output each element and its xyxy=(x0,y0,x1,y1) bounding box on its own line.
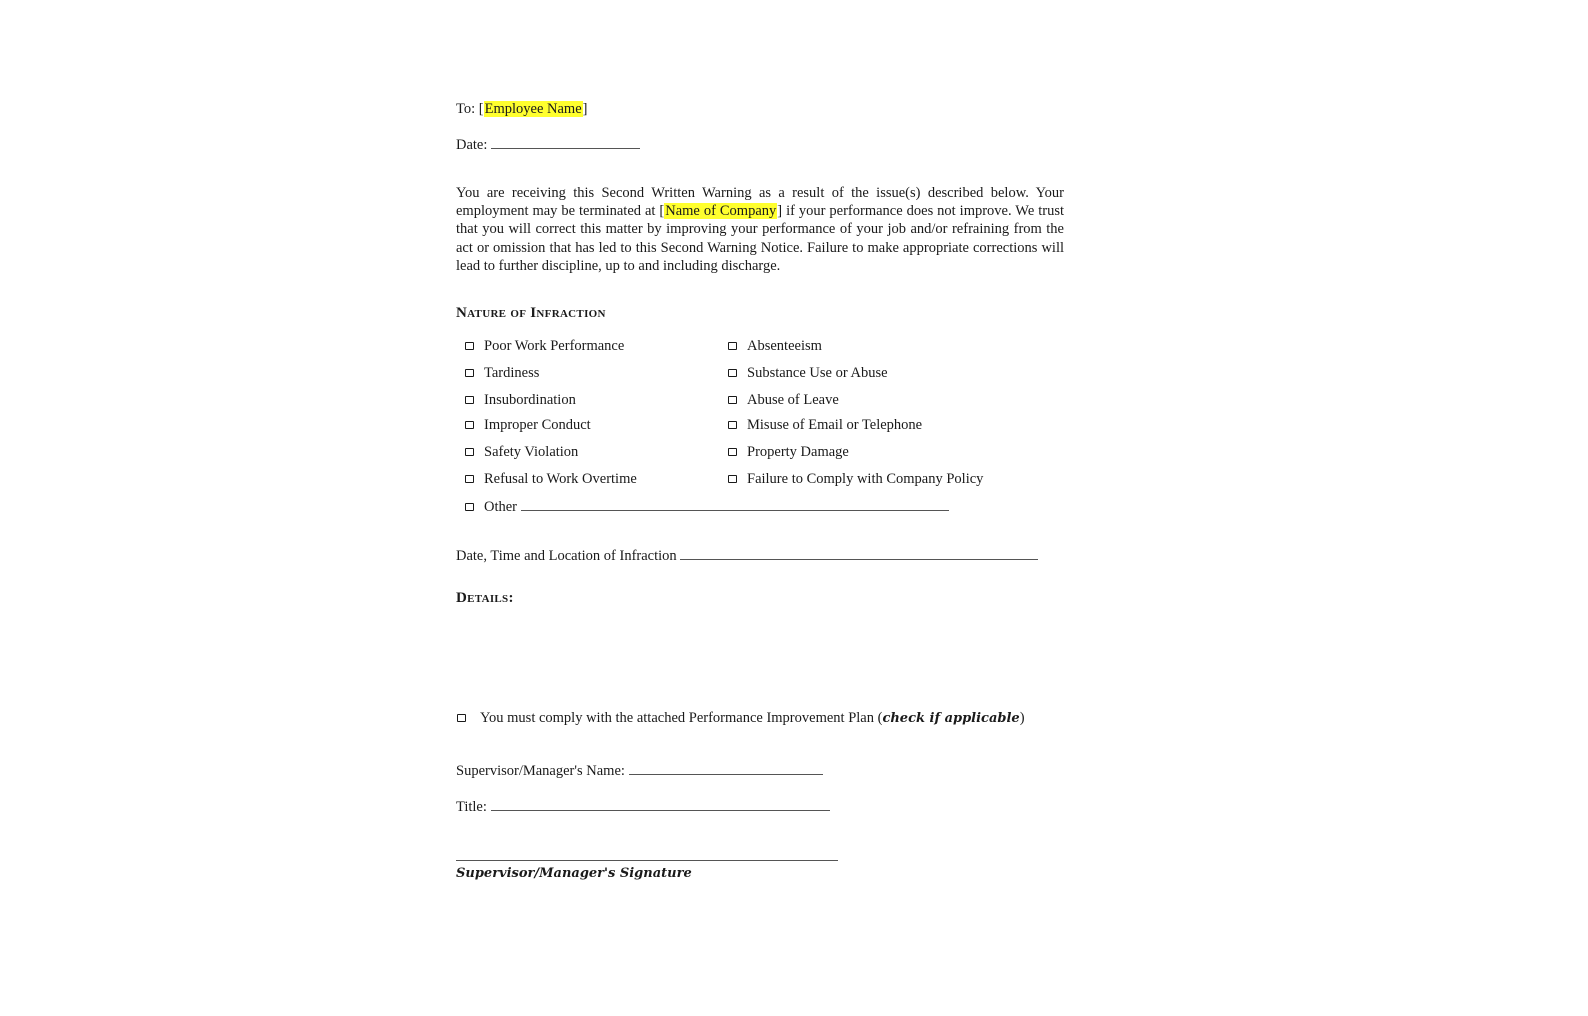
checkbox-icon[interactable] xyxy=(465,421,474,429)
signature-label: Supervisor/Manager's Signature xyxy=(456,866,692,881)
infraction-poor-work-performance[interactable]: Poor Work Performance xyxy=(465,338,624,355)
intro-part2: if your performance does not improve. We trust that you will correct this matter by improving your performance of your job and/or refraining from the act or omission that has led to this Second Warning Notice. Failure to make appropriate corrections will lead to further discipline, up to and including discharge. xyxy=(456,203,1065,274)
date-label: Date: xyxy=(456,137,488,153)
infraction-other[interactable]: Other xyxy=(465,498,949,516)
other-field[interactable] xyxy=(521,498,949,511)
checkbox-icon[interactable] xyxy=(728,342,737,350)
date-time-location-label: Date, Time and Location of Infraction xyxy=(456,548,677,564)
checkbox-icon[interactable] xyxy=(728,396,737,404)
supervisor-name-line xyxy=(456,762,823,780)
to-line: To: [Employee Name] xyxy=(456,101,588,117)
checkbox-icon[interactable] xyxy=(728,475,737,483)
infraction-absenteeism[interactable]: Absenteeism xyxy=(728,338,822,355)
intro-paragraph: You are receiving this Second Written Warning as a result of the issue(s) described below. Your employment may be terminated at [Name of Company] if your performance does not improve. We trust that you will correct this matter by improving your performance of your job and/or refraining from the act or omission that has led to this Second Warning Notice. Failure to make appropriate corrections will lead to further discipline, up to and including discharge. xyxy=(456,185,1065,274)
infraction-tardiness[interactable]: Tardiness xyxy=(465,365,539,382)
checkbox-icon[interactable] xyxy=(457,714,466,722)
pip-text: You must comply with the attached Performance Improvement Plan ( xyxy=(480,710,883,726)
company-name-placeholder[interactable]: Name of Company xyxy=(665,203,777,220)
infraction-substance-use[interactable]: Substance Use or Abuse xyxy=(728,365,888,382)
details-heading: Details: xyxy=(456,590,514,606)
checkbox-icon[interactable] xyxy=(728,369,737,377)
checkbox-icon[interactable] xyxy=(728,448,737,456)
infraction-abuse-of-leave[interactable]: Abuse of Leave xyxy=(728,392,839,409)
infraction-refusal-overtime[interactable]: Refusal to Work Overtime xyxy=(465,471,637,488)
title-field[interactable] xyxy=(491,798,830,811)
checkbox-icon[interactable] xyxy=(465,475,474,483)
checkbox-icon[interactable] xyxy=(465,503,474,511)
pip-checkbox-line[interactable]: You must comply with the attached Performance Improvement Plan (check if applicable) xyxy=(457,710,1025,727)
signature-field[interactable] xyxy=(456,860,838,861)
title-label: Title: xyxy=(456,799,487,815)
nature-heading: Nature of Infraction xyxy=(456,305,606,321)
date-time-location-field[interactable] xyxy=(680,547,1038,560)
infraction-property-damage[interactable]: Property Damage xyxy=(728,444,849,461)
infraction-misuse-email-telephone[interactable]: Misuse of Email or Telephone xyxy=(728,417,922,434)
employee-name-placeholder[interactable]: Employee Name xyxy=(484,101,582,117)
infraction-insubordination[interactable]: Insubordination xyxy=(465,392,576,409)
date-field[interactable] xyxy=(491,136,640,149)
pip-italic: check if applicable xyxy=(882,711,1020,726)
supervisor-name-field[interactable] xyxy=(629,762,823,775)
infraction-safety-violation[interactable]: Safety Violation xyxy=(465,444,578,461)
to-label: To: xyxy=(456,101,476,117)
date-line xyxy=(456,136,640,154)
intro-part1: You are receiving this Second Written Warning as a result of the issue(s) described below. Your employment may be terminated at xyxy=(456,185,1064,220)
checkbox-icon[interactable] xyxy=(465,396,474,404)
supervisor-name-label: Supervisor/Manager's Name: xyxy=(456,763,625,779)
infraction-improper-conduct[interactable]: Improper Conduct xyxy=(465,417,591,434)
date-time-location-line xyxy=(456,547,1038,565)
checkbox-icon[interactable] xyxy=(465,448,474,456)
checkbox-icon[interactable] xyxy=(465,369,474,377)
infraction-failure-to-comply[interactable]: Failure to Comply with Company Policy xyxy=(728,471,983,488)
title-line xyxy=(456,798,830,816)
checkbox-icon[interactable] xyxy=(728,421,737,429)
checkbox-icon[interactable] xyxy=(465,342,474,350)
